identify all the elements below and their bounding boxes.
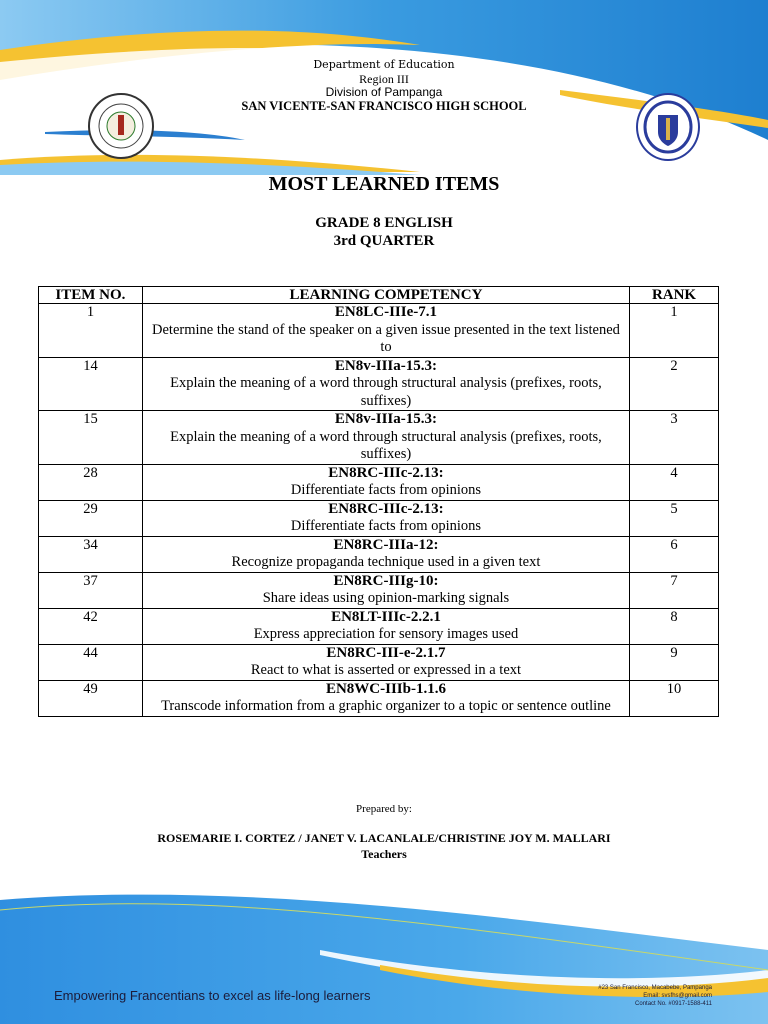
competency-code: EN8RC-IIIg-10: [333,572,439,589]
division-name: Division of Pampanga [325,85,443,99]
subject-label: GRADE 8 ENGLISH [315,215,453,231]
item-number: 14 [39,357,143,411]
table-row [39,500,719,536]
header-item-no: ITEM NO. [39,287,143,304]
table-row [39,572,719,608]
competency-code: EN8RC-IIIa-12: [333,536,439,553]
header-learning-competency: LEARNING COMPETENCY [142,287,629,304]
learning-competency-cell [142,644,629,680]
rank-value: 10 [630,680,719,716]
competency-code: EN8RC-IIIc-2.13: [328,500,444,517]
competency-description: React to what is asserted or expressed in a text [250,662,522,678]
region-name: Region III [359,72,409,86]
table-row [39,304,719,358]
address-text: #23 San Francisco, Macabebe, Pampanga [598,985,712,991]
table-row [39,680,719,716]
school-name: SAN VICENTE-SAN FRANCISCO HIGH SCHOOL [241,99,527,113]
competency-code: EN8LT-IIIc-2.2.1 [331,608,441,625]
competency-description: Determine the stand of the speaker on a given issue presented in the text listened to [152,321,620,355]
learning-competency-cell [142,680,629,716]
rank-value: 7 [630,572,719,608]
learning-competency-cell [142,500,629,536]
item-number: 37 [39,572,143,608]
header-rank: RANK [630,287,719,304]
contact-number-text: Contact No. #0917-1588-411 [635,1001,712,1007]
learning-competency-cell [142,608,629,644]
quarter-label: 3rd QUARTER [333,233,435,249]
item-number: 1 [39,304,143,358]
item-number: 34 [39,536,143,572]
competency-description: Share ideas using opinion-marking signals [262,590,510,606]
most-learned-items-table [38,286,719,717]
learning-competency-cell [142,464,629,500]
table-row [39,357,719,411]
table-row [39,644,719,680]
rank-value: 8 [630,608,719,644]
competency-code: EN8WC-IIIb-1.1.6 [325,680,446,697]
competency-code: EN8LC-IIIe-7.1 [334,304,438,320]
rank-value: 4 [630,464,719,500]
competency-description: Recognize propaganda technique used in a given text [231,554,541,570]
rank-value: 1 [630,304,719,358]
competency-description: Differentiate facts from opinions [290,518,482,534]
competency-code: EN8RC-III-e-2.1.7 [326,644,446,661]
rank-value: 9 [630,644,719,680]
prepared-by-label: Prepared by: [356,803,412,815]
item-number: 15 [39,411,143,465]
competency-description: Differentiate facts from opinions [290,482,482,498]
item-number: 42 [39,608,143,644]
document-title: MOST LEARNED ITEMS [268,173,500,195]
competency-description: Explain the meaning of a word through structural analysis (prefixes, roots, suffixes) [170,375,602,409]
learning-competency-cell [142,304,629,358]
teacher-role: Teachers [361,847,407,861]
item-number: 44 [39,644,143,680]
table-row [39,464,719,500]
item-number: 28 [39,464,143,500]
email-text: Email: svsfhs@gmail.com [643,993,712,999]
table-header-row [39,287,719,304]
rank-value: 6 [630,536,719,572]
rank-value: 5 [630,500,719,536]
school-motto: Empowering Francentians to excel as life-long learners [54,988,371,1003]
table-row [39,608,719,644]
contact-info [598,984,712,1008]
competency-description: Explain the meaning of a word through structural analysis (prefixes, roots, suffixes) [170,428,602,462]
learning-competency-cell [142,572,629,608]
learning-competency-cell [142,357,629,411]
table-row [39,536,719,572]
competency-code: EN8v-IIIa-15.3: [334,411,438,427]
rank-value: 2 [630,357,719,411]
rank-value: 3 [630,411,719,465]
teacher-names: ROSEMARIE I. CORTEZ / JANET V. LACANLALE/CHRISTINE JOY M. MALLARI [157,831,611,845]
item-number: 49 [39,680,143,716]
department-name: Department of Education [313,58,455,71]
learning-competency-cell [142,411,629,465]
competency-description: Express appreciation for sensory images used [253,626,519,642]
item-number: 29 [39,500,143,536]
competency-code: EN8RC-IIIc-2.13: [328,464,444,481]
competency-code: EN8v-IIIa-15.3: [334,357,438,374]
competency-description: Transcode information from a graphic organizer to a topic or sentence outline [161,698,611,714]
learning-competency-cell [142,536,629,572]
table-row [39,411,719,465]
